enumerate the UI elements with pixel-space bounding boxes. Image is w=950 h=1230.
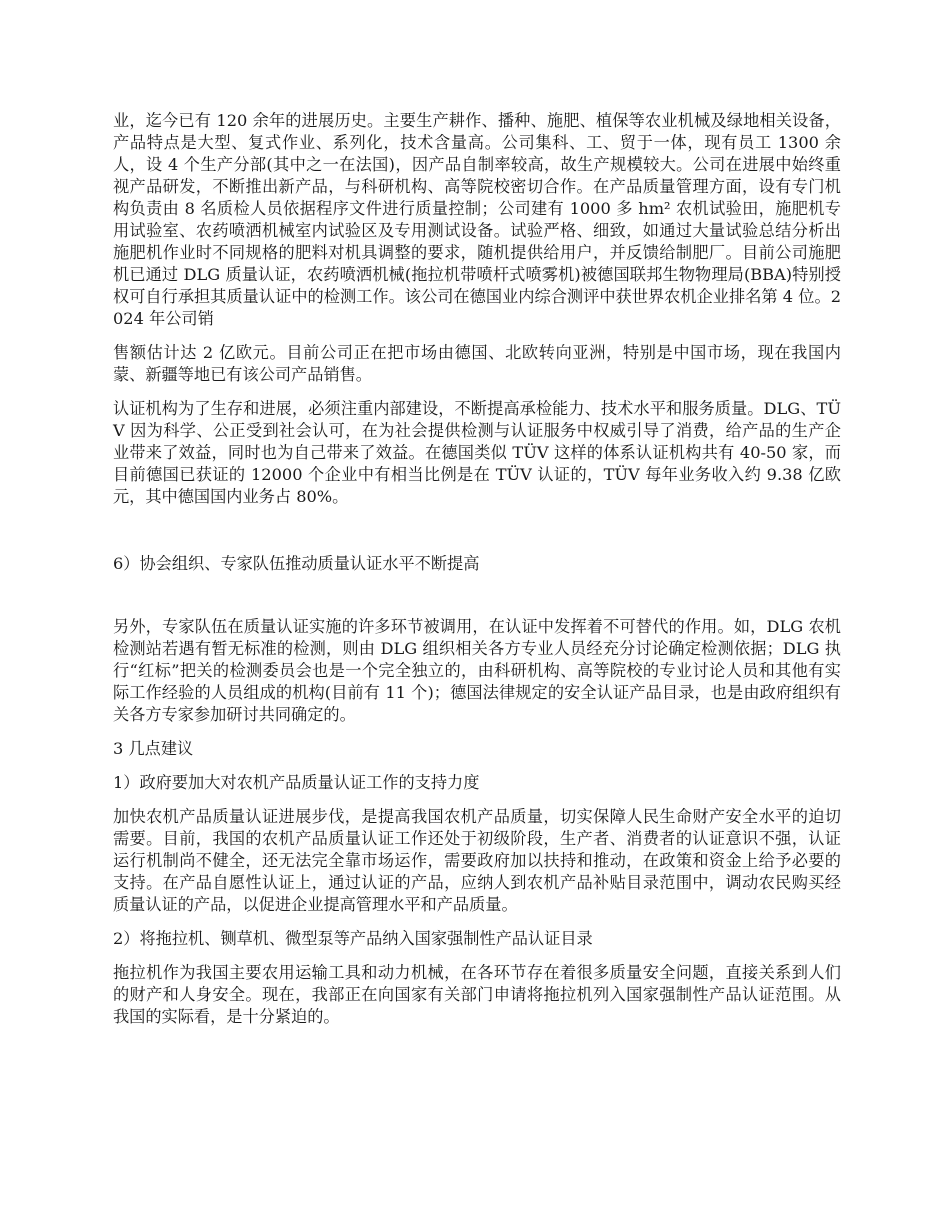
spacer bbox=[113, 575, 841, 616]
paragraph-certification-bodies: 认证机构为了生存和进展，必须注重内部建设，不断提高承检能力、技术水平和服务质量。DLG、TÜV 因为科学、公正受到社会认可，在为社会提供检测与认证服务中权威引导了消费，给产品的生产企业带来了效益，同时也为自己带来了效益。在德国类似 TÜV 这样的体系认证机构共有 40-50 家，而目前德国已获证的 12000 个企业中有相当比例是在 TÜV 认证的，TÜV 每年业务收入约 9.38 亿欧元，其中德国国内业务占 80%。 bbox=[113, 399, 841, 506]
subsection-heading-1: 1）政府要加大对农机产品质量认证工作的支持力度 bbox=[113, 773, 480, 792]
spacer bbox=[113, 520, 841, 553]
section-heading-3: 3 几点建议 bbox=[113, 739, 194, 758]
paragraph-company-intro: 业，迄今已有 120 余年的进展历史。主要生产耕作、播种、施肥、植保等农业机械及绿地相关设备，产品特点是大型、复式作业、系列化，技术含量高。公司集科、工、贸于一体，现有员工 1300 余人，设 4 个生产分部(其中之一在法国)，因产品自制率较高，故生产规模较大。公司在进展中始终重视产品研发，不断推出新产品，与科研机构、高等院校密切合作。在产品质量管理方面，设有专门机构负责由 8 名质检人员依据程序文件进行质量控制；公司建有 1000 多 hm² 农机试验田，施肥机专用试验室、农药喷洒机械室内试验区及专用测试设备。试验严格、细致，如通过大量试验总结分析出施肥机作业时不同规格的肥料对机具调整的要求，随机提供给用户，并反馈给制肥厂。目前公司施肥机已通过 DLG 质量认证，农药喷洒机械(拖拉机带喷杆式喷雾机)被德国联邦生物物理局(BBA)特别授权可自行承担其质量认证中的检测工作。该公司在德国业内综合测评中获世界农机企业排名第 4 位。2024 年公司销 bbox=[113, 111, 841, 328]
document-page bbox=[113, 110, 841, 1040]
paragraph-expert-teams: 另外，专家队伍在质量认证实施的许多环节被调用，在认证中发挥着不可替代的作用。如，DLG 农机检测站若遇有暂无标准的检测，则由 DLG 组织相关各方专业人员经充分讨论确定检测依据；DLG 执行“红标”把关的检测委员会也是一个完全独立的，由科研机构、高等院校的专业讨论人员和其他有实际工作经验的人员组成的机构(目前有 11 个)；德国法律规定的安全认证产品目录，也是由政府组织有关各方专家参加研讨共同确定的。 bbox=[113, 617, 841, 724]
paragraph-tractor-certification: 拖拉机作为我国主要农用运输工具和动力机械，在各环节存在着很多质量安全问题，直接关系到人们的财产和人身安全。现在，我部正在向国家有关部门申请将拖拉机列入国家强制性产品认证范围。从我国的实际看，是十分紧迫的。 bbox=[113, 963, 841, 1026]
paragraph-government-support: 加快农机产品质量认证进展步伐，是提高我国农机产品质量，切实保障人民生命财产安全水平的迫切需要。目前，我国的农机产品质量认证工作还处于初级阶段，生产者、消费者的认证意识不强，认证运行机制尚不健全，还无法完全靠市场运作，需要政府加以扶持和推动，在政策和资金上给予必要的支持。在产品自愿性认证上，通过认证的产品，应纳人到农机产品补贴目录范围中，调动农民购买经质量认证的产品，以促进企业提高管理水平和产品质量。 bbox=[113, 807, 841, 914]
section-heading-6: 6）协会组织、专家队伍推动质量认证水平不断提高 bbox=[113, 554, 480, 573]
subsection-heading-2: 2）将拖拉机、铡草机、微型泵等产品纳入国家强制性产品认证目录 bbox=[113, 929, 593, 948]
paragraph-sales: 售额估计达 2 亿欧元。目前公司正在把市场由德国、北欧转向亚洲，特别是中国市场，现在我国内蒙、新疆等地已有该公司产品销售。 bbox=[113, 343, 841, 384]
